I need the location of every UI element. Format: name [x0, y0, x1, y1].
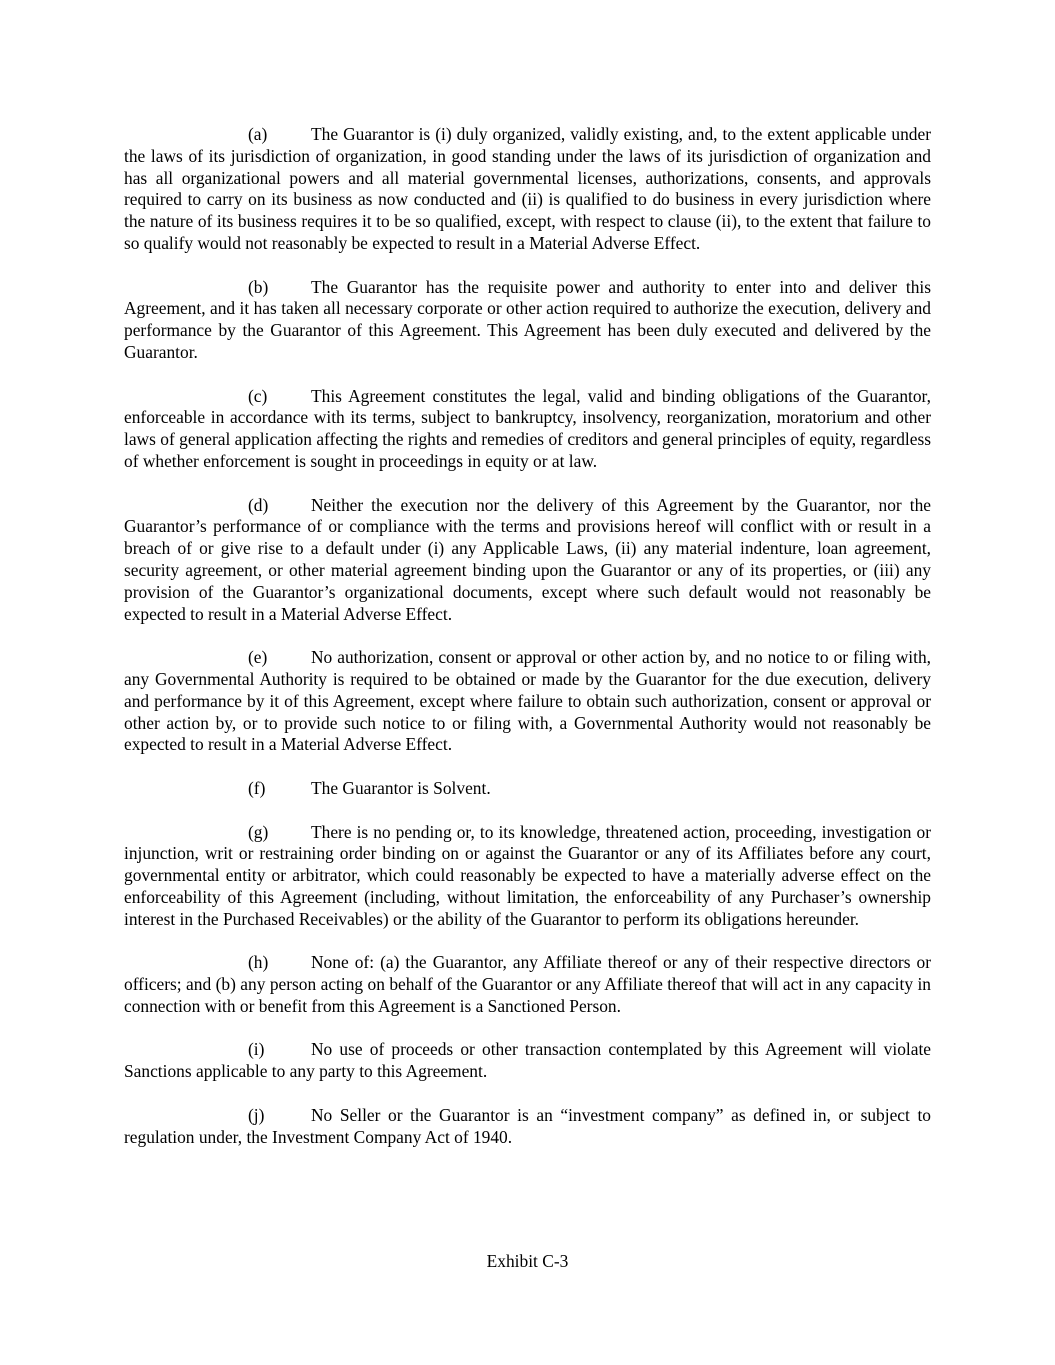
page-footer: Exhibit C-3: [486, 1251, 569, 1271]
paragraph-h: [124, 952, 931, 1017]
paragraph-a: [124, 124, 931, 255]
paragraph-text: The Guarantor has the requisite power and authority to enter into and deliver this Agreement, and it has taken all necessary corporate or other action required to authorize the execution, delivery and performance by the Guarantor of this Agreement. This Agreement has been duly executed and delivered by the Guarantor.: [124, 276, 931, 362]
paragraph-label: (b): [248, 276, 269, 297]
paragraph-text: This Agreement constitutes the legal, valid and binding obligations of the Guarantor, enforceable in accordance with its terms, subject to bankruptcy, insolvency, reorganization, moratorium and other laws of general application affecting the rights and remedies of creditors and general principles of equity, regardless of whether enforcement is sought in proceedings in equity or at law.: [124, 385, 931, 471]
paragraph-text: There is no pending or, to its knowledge, threatened action, proceeding, investigation or injunction, writ or restraining order binding on or against the Guarantor or any of its Affiliates before any court, governmental entity or arbitrator, which could reasonably be expected to have a materially adverse effect on the enforceability of this Agreement (including, without limitation, the enforceability of any Purchaser’s ownership interest in the Purchased Receivables) or the ability of the Guarantor to perform its obligations hereunder.: [124, 821, 931, 929]
paragraph-text: No Seller or the Guarantor is an “investment company” as defined in, or subject to regulation under, the Investment Company Act of 1940.: [124, 1104, 931, 1147]
paragraph-label: (c): [248, 385, 268, 406]
paragraph-label: (i): [248, 1039, 265, 1060]
paragraph-c: [124, 386, 931, 473]
document-body: [124, 124, 931, 1170]
paragraph-label: (h): [248, 952, 269, 973]
paragraph-label: (j): [248, 1104, 265, 1125]
paragraph-label: (g): [248, 821, 269, 842]
paragraph-label: (e): [248, 647, 268, 668]
paragraph-text: Neither the execution nor the delivery of this Agreement by the Guarantor, nor the Guarantor’s performance of or compliance with the terms and provisions hereof will conflict with or result in a breach of or give rise to a default under (i) any Applicable Laws, (ii) any material indenture, loan agreement, security agreement, or other material agreement binding upon the Guarantor or any of its properties, or (iii) any provision of the Guarantor’s organizational documents, except where such default would not reasonably be expected to result in a Material Adverse Effect.: [124, 494, 931, 624]
paragraph-f: [124, 778, 931, 800]
paragraph-text: None of: (a) the Guarantor, any Affiliate thereof or any of their respective directors or officers; and (b) any person acting on behalf of the Guarantor or any Affiliate thereof that will act in any capacity in connection with or benefit from this Agreement is a Sanctioned Person.: [124, 952, 931, 1016]
paragraph-text: The Guarantor is Solvent.: [311, 777, 491, 798]
paragraph-j: [124, 1105, 931, 1149]
paragraph-label: (d): [248, 494, 269, 515]
paragraph-d: [124, 495, 931, 626]
paragraph-label: (a): [248, 124, 268, 144]
paragraph-text: The Guarantor is (i) duly organized, validly existing, and, to the extent applicable under the laws of its jurisdiction of organization, in good standing under the laws of its jurisdiction of organization and has all organizational powers and all material governmental licenses, authorizations, consents, and approvals required to carry on its business as now conducted and (ii) is qualified to do business in every jurisdiction where the nature of its business requires it to be so qualified, except, with respect to clause (ii), to the extent that failure to so qualify would not reasonably be expected to result in a Material Adverse Effect.: [124, 124, 931, 253]
paragraph-e: [124, 647, 931, 756]
paragraph-g: [124, 822, 931, 931]
paragraph-label: (f): [248, 777, 266, 798]
paragraph-i: [124, 1039, 931, 1083]
paragraph-b: [124, 277, 931, 364]
paragraph-text: No authorization, consent or approval or other action by, and no notice to or filing with, any Governmental Authority is required to be obtained or made by the Guarantor for the due execution, delivery and performance by it of this Agreement, except where failure to obtain such authorization, consent or approval or other action by, or to provide such notice to or filing with, a Governmental Authority would not reasonably be expected to result in a Material Adverse Effect.: [124, 647, 931, 755]
paragraph-text: No use of proceeds or other transaction contemplated by this Agreement will violate Sanctions applicable to any party to this Agreement.: [124, 1039, 931, 1082]
